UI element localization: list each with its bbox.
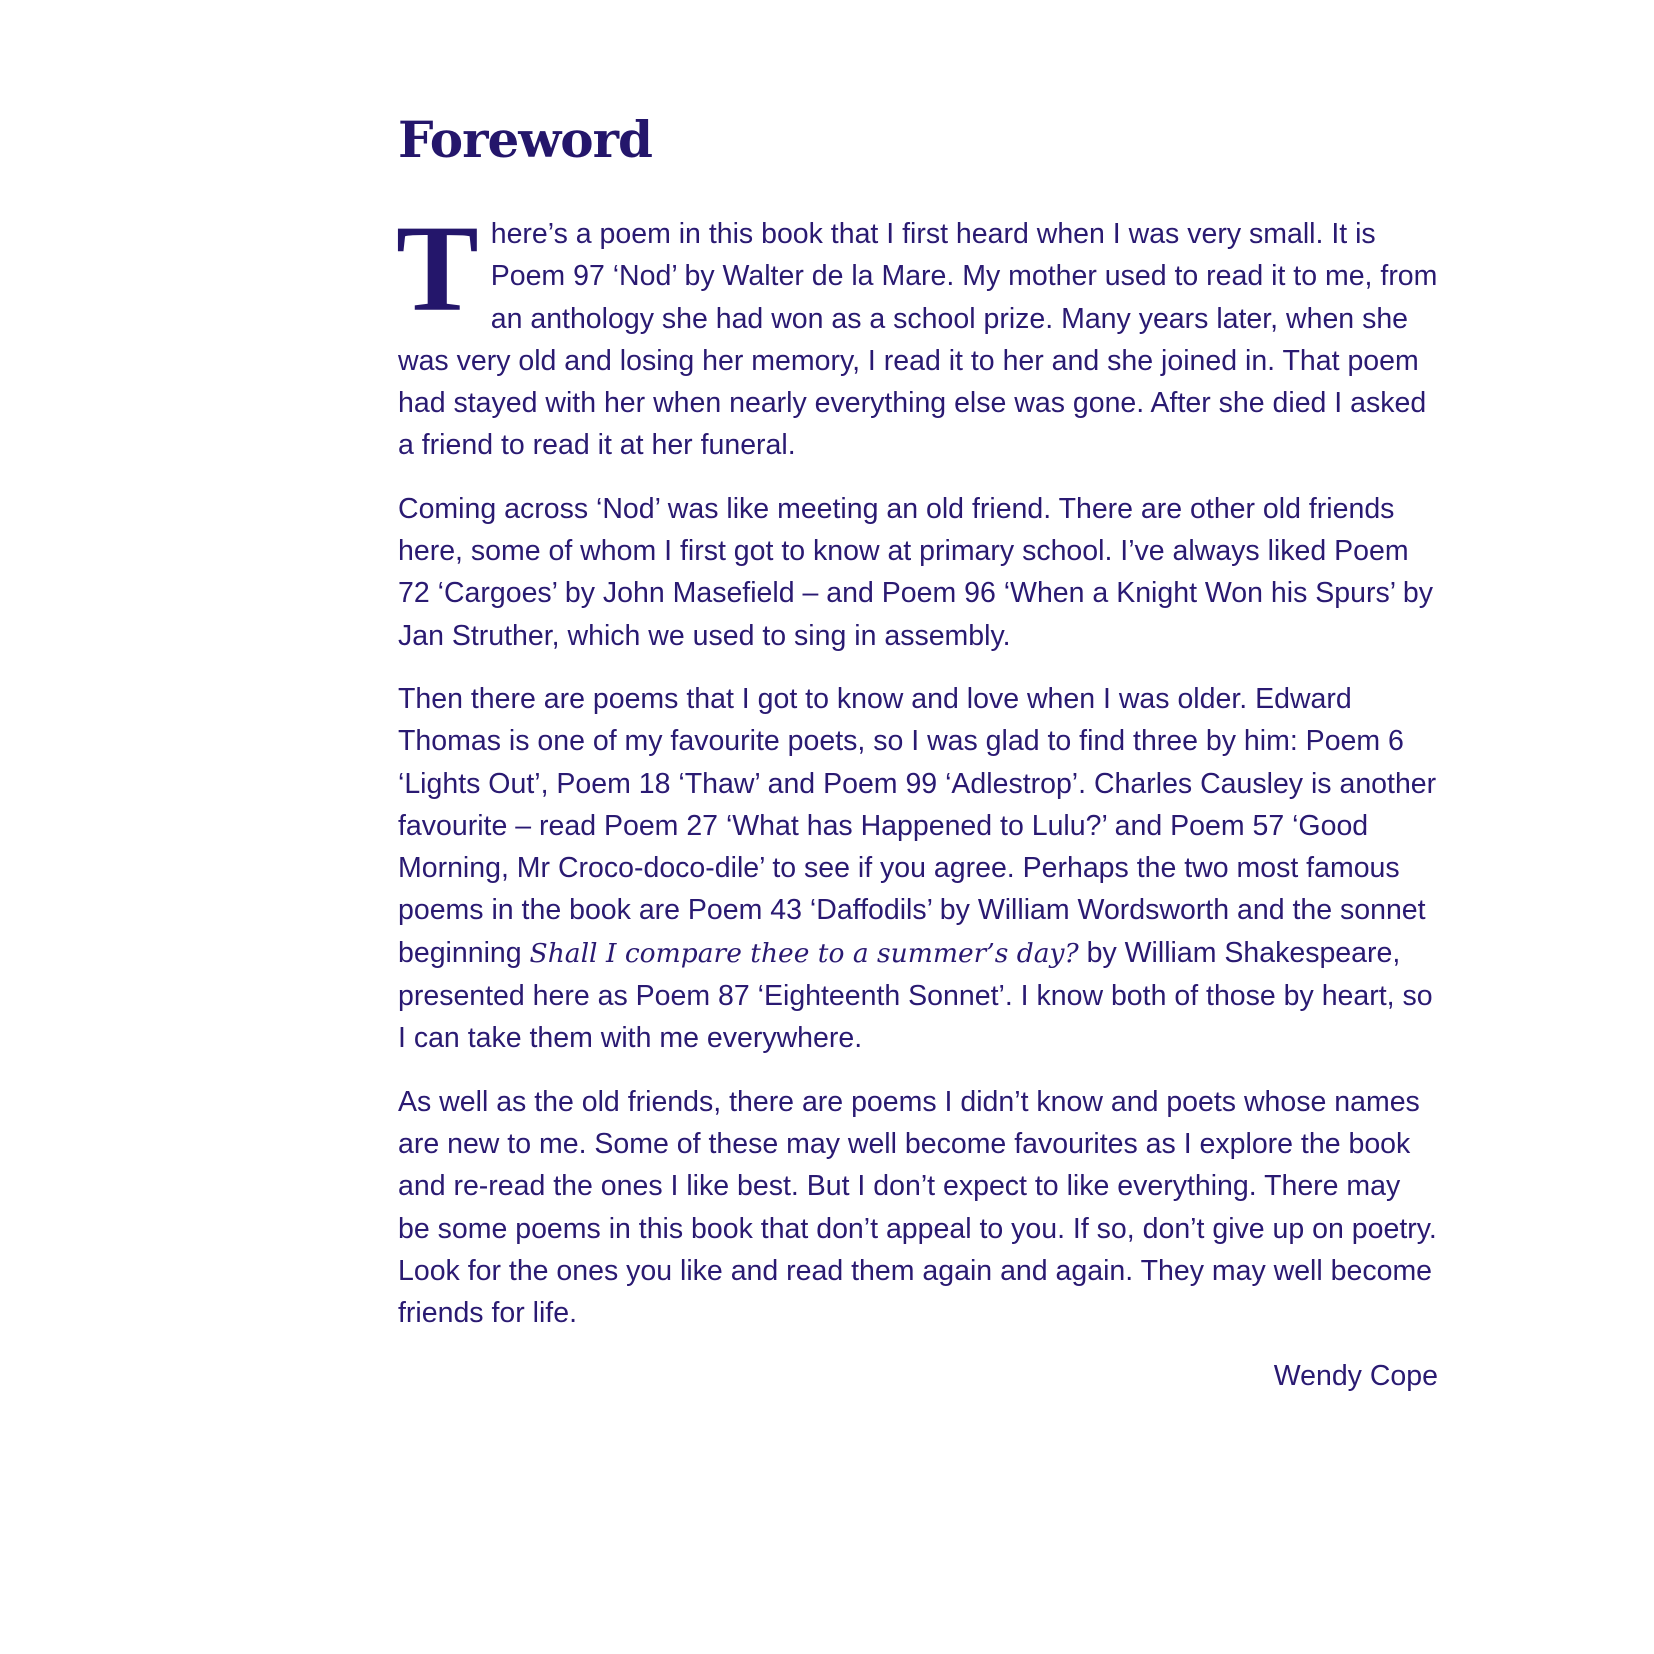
- drop-cap: T: [396, 200, 479, 337]
- author-signature: Wendy Cope: [1273, 1360, 1438, 1393]
- paragraph-1: [396, 200, 1438, 467]
- paragraph-2: Coming across ‘Nod’ was like meeting an old friend. There are other old friends here, some of whom I first got to know at primary school. I’ve always liked Poem 72 ‘Cargoes’ by John Masefield – and Poem 96 ‘When a Knight Won his Spurs’ by Jan Struther, which we used to sing in assembly.: [398, 492, 1434, 652]
- paragraph-4: As well as the old friends, there are poems I didn’t know and poets whose names are new to me. Some of these may well become favourites as I explore the book and re-read the ones I like best. But I don’t expect to like everything. There may be some poems in this book that don’t appeal to you. If so, don’t give up on poetry. Look for the ones you like and read them again and again. They may well become friends for life.: [398, 1085, 1437, 1330]
- page-title: Foreword: [398, 110, 652, 169]
- foreword-page: [396, 110, 1438, 1397]
- paragraph-3-text-before: Then there are poems that I got to know and love when I was older. Edward Thomas is one of my favourite poets, so I was glad to find three by him: Poem 6 ‘Lights Out’, Poem 18 ‘Thaw’ and Poem 99 ‘Adlestrop’. Charles Causley is another favourite – read Poem 27 ‘What has Happened to Lulu?’ and Poem 57 ‘Good Morning, Mr Croco-doco-dile’ to see if you agree. Perhaps the two most famous poems in the book are Poem 43 ‘Daffodils’ by William Wordsworth and the sonnet beginning: [398, 682, 1437, 969]
- sonnet-first-line-italic: Shall I compare thee to a summer’s day?: [529, 937, 1079, 969]
- paragraph-1-text: here’s a poem in this book that I first heard when I was very small. It is Poem 97 ‘Nod’ by Walter de la Mare. My mother used to read it to me, from an anthology she had won as a school prize. Many years later, when she was very old and losing her memory, I read it to her and she joined in. That poem had stayed with her when nearly everything else was gone. After she died I asked a friend to read it at her funeral.: [398, 218, 1438, 462]
- paragraph-3-text-after: by William Shakespeare, presented here as Poem 87 ‘Eighteenth Sonnet’. I know both of those by heart, so I can take them with me everywhere.: [398, 936, 1433, 1055]
- paragraph-3: [398, 678, 1438, 1060]
